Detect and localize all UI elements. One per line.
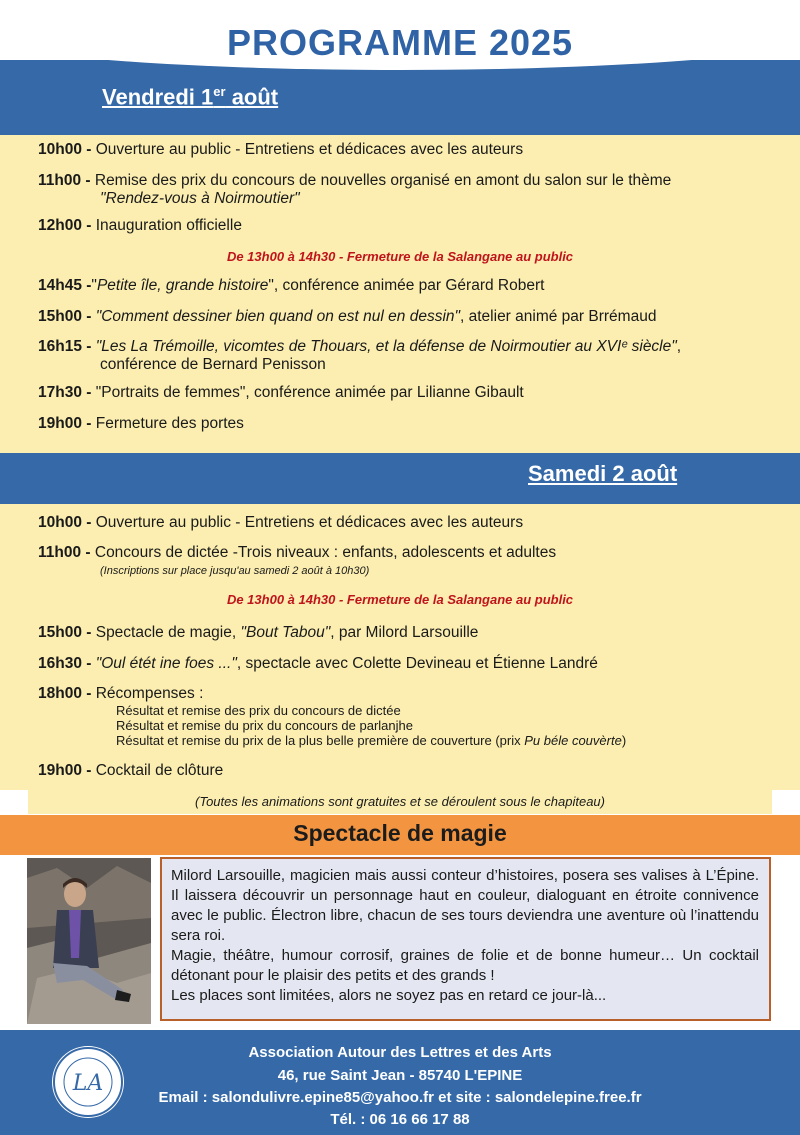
reward-line: Résultat et remise des prix du concours de dictée: [116, 703, 401, 718]
schedule-row: 16h30 - "Oul étét ine foes ...", spectacle avec Colette Devineau et Étienne Landré: [38, 655, 598, 672]
magic-paragraph: Les places sont limitées, alors ne soyez pas en retard ce jour-là...: [171, 987, 607, 1004]
svg-text:LA: LA: [72, 1071, 104, 1096]
schedule-row: 14h45 -"Petite île, grande histoire", conférence animée par Gérard Robert: [38, 277, 545, 294]
schedule-row: 11h00 - Remise des prix du concours de nouvelles organisé en amont du salon sur le thème "Rendez-vous à Noirmoutier": [38, 172, 672, 207]
schedule-row: 10h00 - Ouverture au public - Entretiens et dédicaces avec les auteurs: [38, 141, 524, 158]
reward-line: Résultat et remise du prix de la plus belle première de couverture (prix Pu béle couvèrte): [116, 733, 627, 748]
schedule-row: 18h00 - Récompenses : Résultat et remise des prix du concours de dictée Résultat et remise du prix du concours de parlanjhe Résultat et remise du prix de la plus belle première de couverture (prix Pu béle couvèrte): [38, 685, 778, 748]
schedule-row: 19h00 - Cocktail de clôture: [38, 762, 224, 779]
schedule-row: 10h00 - Ouverture au public - Entretiens et dédicaces avec les auteurs: [38, 514, 524, 531]
schedule-row: 19h00 - Fermeture des portes: [38, 415, 244, 432]
schedule-row: 11h00 - Concours de dictée -Trois niveaux : enfants, adolescents et adultes (Inscriptions sur place jusqu'au samedi 2 août à 10h30): [38, 544, 557, 577]
schedule-row: 12h00 - Inauguration officielle: [38, 217, 242, 234]
page-title: PROGRAMME 2025: [226, 22, 574, 63]
schedule-row: 16h15 - "Les La Trémoille, vicomtes de Thouars, et la défense de Noirmoutier au XVIᵉ siècle", conférence de Bernard Penisson: [38, 338, 682, 373]
magic-paragraph: Magie, théâtre, humour corrosif, graines de folie et de bonne humeur… Un cocktail détonant pour le plaisir des petits et des grands !: [171, 947, 759, 984]
closure-notice: De 13h00 à 14h30 - Fermeture de la Salangane au public: [226, 592, 574, 607]
magic-title: Spectacle de magie: [293, 820, 507, 846]
footer-contact[interactable]: Email : salondulivre.epine85@yahoo.fr et site : salondelepine.free.fr: [158, 1089, 642, 1106]
footer-address: 46, rue Saint Jean - 85740 L'EPINE: [277, 1067, 523, 1084]
day2-band: [0, 453, 800, 504]
magic-paragraph: Milord Larsouille, magicien mais aussi conteur d’histoires, posera ses valises à L’Épine. Il laissera découvrir un personnage haut en couleur, dialoguant en étroite connivence avec le public. Électron libre, chacun de ses tours deviendra une aventure où l’inattendu sera roi.: [171, 867, 759, 944]
day2-heading: Samedi 2 août: [528, 461, 678, 486]
reward-line: Résultat et remise du prix du concours de parlanjhe: [116, 718, 413, 733]
closure-notice: De 13h00 à 14h30 - Fermeture de la Salangane au public: [226, 249, 574, 264]
schedule-row: 15h00 - Spectacle de magie, "Bout Tabou", par Milord Larsouille: [38, 624, 479, 641]
magician-photo: [27, 858, 151, 1024]
magic-description: [160, 857, 771, 1021]
association-logo: [52, 1046, 124, 1118]
day1-heading: Vendredi 1er août: [102, 84, 279, 110]
footer-phone: Tél. : 06 16 66 17 88: [330, 1111, 470, 1128]
footer-association: Association Autour des Lettres et des Arts: [248, 1044, 552, 1061]
schedule-row: 17h30 - "Portraits de femmes", conférence animée par Lilianne Gibault: [38, 384, 524, 401]
schedule-row: 15h00 - "Comment dessiner bien quand on est nul en dessin", atelier animé par Brrémaud: [38, 308, 657, 325]
free-note: (Toutes les animations sont gratuites et se déroulent sous le chapiteau): [28, 790, 772, 814]
